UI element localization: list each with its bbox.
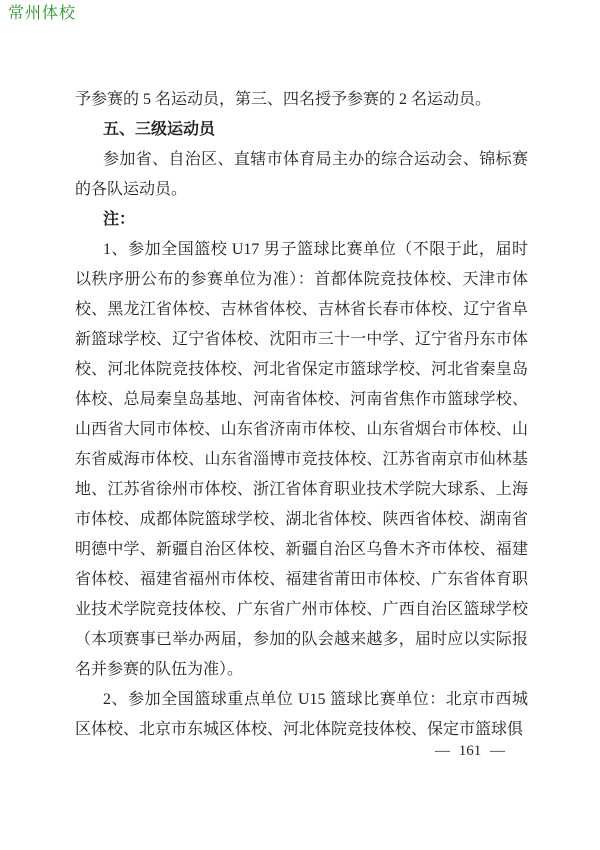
paragraph-continuation: 予参赛的 5 名运动员，第三、四名授予参赛的 2 名运动员。 xyxy=(75,91,492,108)
paragraph-level3-description: 参加省、自治区、直辖市体育局主办的综合运动会、锦标赛的各队运动员。 xyxy=(75,151,528,198)
document-body xyxy=(75,85,528,745)
notes-heading: 注： xyxy=(103,211,136,228)
paragraph-note-2-u15-units: 2、参加全国篮球重点单位 U15 篮球比赛单位：北京市西城区体校、北京市东城区体校、河北体院竞技体校、保定市篮球俱 xyxy=(75,691,528,738)
watermark-text: 常州体校 xyxy=(8,5,77,22)
paragraph-note-1-u17-units: 1、参加全国篮校 U17 男子篮球比赛单位（不限于此，届时以秩序册公布的参赛单位为准）：首都体院竞技体校、天津市体校、黑龙江省体校、吉林省体校、吉林省长春市体校、辽宁省阜新篮球学校、辽宁省体校、沈阳市三十一中学、辽宁省丹东市体校、河北体院竞技体校、河北省保定市篮球学校、河北省秦皇岛体校、总局秦皇岛基地、河南省体校、河南省焦作市篮球学校、山西省大同市体校、山东省济南市体校、山东省烟台市体校、山东省威海市体校、山东省淄博市竞技体校、江苏省南京市仙林基地、江苏省徐州市体校、浙江省体育职业技术学院大球系、上海市体校、成都体院篮球学校、湖北省体校、陕西省体校、湖南省明德中学、新疆自治区体校、新疆自治区乌鲁木齐市体校、福建省体校、福建省福州市体校、福建省莆田市体校、广东省体育职业技术学院竞技体校、广东省广州市体校、广西自治区篮球学校（本项赛事已举办两届，参加的队会越来越多，届时应以实际报名并参赛的队伍为准）。 xyxy=(75,241,528,678)
page-number: — 161 — xyxy=(435,743,505,759)
section-heading-level3-athletes: 五、三级运动员 xyxy=(103,121,216,138)
